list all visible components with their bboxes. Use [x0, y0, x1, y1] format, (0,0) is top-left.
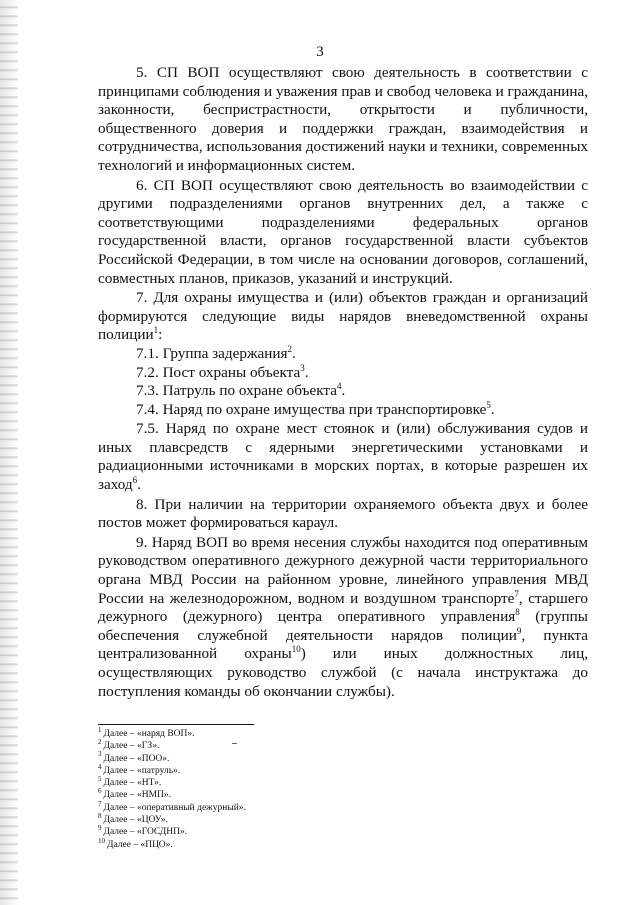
footnote-2	[98, 740, 498, 752]
paragraph-p7-3	[98, 382, 588, 401]
paragraph-p8	[98, 496, 588, 533]
paragraph-text: , старшего дежурного (дежурного) центра оперативного управления	[98, 589, 589, 626]
footnote-3	[98, 750, 498, 765]
paragraph-text: 7.5. Наряд по охране мест стоянок и (или) обслуживания судов и иных плавсредств с ядерными энергетическими установками и радиационными источниками в морских портах, в которые разрешен их заход	[98, 420, 588, 494]
footnote-text: Далее – «НМП».	[103, 790, 171, 801]
paragraph-text: 9. Наряд ВОП во время несения службы находится под оперативным руководством оперативного дежурного дежурной части территориального органа МВД России на районном уровне, линейного управления МВД России на железнодорожном, водном и воздушном транспорте	[98, 533, 588, 607]
paragraph-tail: .	[137, 476, 141, 494]
paragraph-tail: .	[304, 363, 309, 381]
footnote-6	[98, 789, 498, 801]
paragraph-tail: .	[291, 344, 296, 362]
paragraph-text: 7.2. Пост охраны объекта	[136, 363, 301, 381]
paragraph-p9	[98, 534, 588, 701]
paragraph-text: 7.4. Наряд по охране имущества при транспортировке	[136, 400, 487, 418]
footnote-5	[98, 777, 498, 789]
paragraph-p7	[98, 289, 588, 345]
paragraph-text: 5. СП ВОП осуществляют свою деятельность в соответствии с принципами соблюдения и уважения прав и свобод человека и гражданина, законности, беспристрастности, открытости и публичности, общественного доверия и поддержки граждан, взаимодействия и сотрудничества, использования достижений науки и техники, современных технологий и информационных систем.	[98, 64, 588, 174]
paragraph-p7-1	[98, 345, 588, 364]
footnote-ref: 2	[287, 343, 292, 354]
paragraph-text: , пункта централизованной охраны	[98, 626, 588, 663]
footnote-text: Далее – «ПЦО».	[107, 839, 173, 850]
paragraph-tail: :	[158, 326, 163, 344]
footnote-number: 8	[98, 811, 102, 820]
paragraph-tail: .	[341, 382, 346, 400]
footnote-number: 4	[98, 762, 102, 771]
footnote-1	[98, 725, 498, 740]
footnotes	[98, 725, 498, 851]
footnote-ref: 7	[514, 588, 519, 599]
paragraph-text: 6. СП ВОП осуществляют свою деятельность во взаимодействии с другими подразделениями органов внутренних дел, а также с соответствующими подразделениями федеральных органов государственной власти, органов государственной власти субъектов Российской Федерации, в том числе на основании договоров, соглашений, совместных планов, приказов, указаний и инструкций.	[98, 176, 588, 287]
footnote-7	[98, 799, 498, 814]
footnote-number: 1	[98, 725, 102, 734]
footnote-number: 5	[98, 775, 102, 784]
footnote-4	[98, 762, 498, 777]
footnote-ref: 9	[516, 625, 522, 636]
footnote-ref: 8	[515, 607, 520, 618]
footnote-text: Далее – «наряд ВОП».	[103, 729, 195, 739]
paragraph-text: (группы обеспечения служебной деятельности нарядов полиции	[98, 608, 589, 644]
footnote-ref: 5	[486, 399, 491, 410]
footnote-text: Далее – «ПОО».	[103, 753, 170, 764]
footnote-text: Далее – «ГОСДНП».	[103, 827, 188, 838]
paragraph-p7-4	[98, 401, 588, 420]
document-body	[98, 64, 588, 701]
footnote-number: 9	[98, 824, 102, 833]
footnote-text: Далее – «оперативный дежурный».	[103, 802, 246, 813]
footnote-number: 3	[98, 750, 102, 759]
paragraph-text: 7.3. Патруль по охране объекта	[136, 382, 337, 400]
footnote-10	[98, 836, 498, 851]
footnote-ref: 3	[300, 362, 305, 373]
footnote-ref: 4	[336, 381, 342, 392]
footnote-9	[98, 826, 498, 838]
paragraph-tail: .	[490, 400, 495, 418]
paragraph-p6	[98, 177, 588, 289]
footnote-8	[98, 811, 498, 826]
footnote-text: Далее – «ГЗ».	[103, 741, 160, 752]
paragraph-p5	[98, 64, 588, 176]
page-number: 3	[316, 44, 324, 60]
footnote-number: 10	[98, 836, 105, 845]
footnote-number: 7	[98, 799, 102, 808]
footnote-number: 6	[98, 787, 102, 796]
paragraph-text: 7. Для охраны имущества и (или) объектов граждан и организаций формируются следующие виды нарядов вневедомственной охраны полиции	[98, 289, 588, 344]
paragraph-text: 7.1. Группа задержания	[136, 344, 288, 362]
paragraph-p7-2	[98, 364, 588, 383]
footnote-ref: 6	[132, 475, 138, 485]
footnote-separator	[98, 724, 254, 725]
paragraph-p7-5	[98, 420, 588, 494]
footnote-ref: 10	[291, 644, 301, 655]
footnote-text: Далее – «ЦОУ».	[103, 815, 169, 826]
footnote-ref: 1	[153, 325, 159, 336]
footnote-number: 2	[98, 738, 102, 747]
footnote-text: Далее – «патруль».	[103, 765, 181, 776]
scan-edge-artifact	[0, 0, 18, 905]
footnote-text: Далее – «НТ».	[103, 778, 162, 789]
paragraph-text: ) или иных должностных лиц, осуществляющих руководство службой (с начала инструктажа до поступления команды об окончании службы).	[98, 645, 588, 700]
paragraph-text: 8. При наличии на территории охраняемого объекта двух и более постов может формироваться караул.	[98, 495, 588, 532]
